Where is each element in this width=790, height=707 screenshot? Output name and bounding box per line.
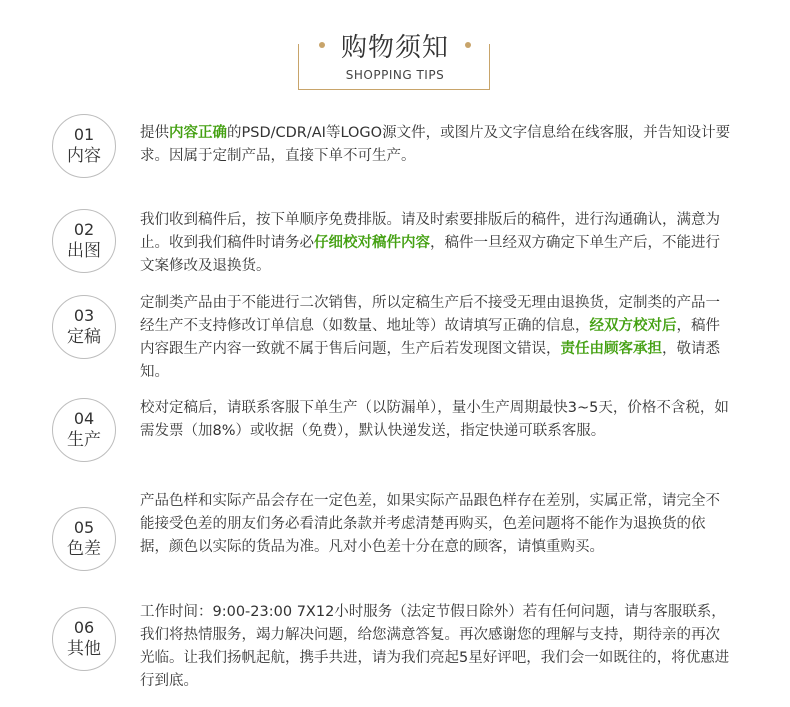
tip-text xyxy=(140,601,732,693)
body-text: 我们收到稿件后，按下单顺序免费排版。请及时索要排版后的稿件，进行沟通确认，满意为止。收到我们稿件时请务必 xyxy=(140,212,720,251)
tip-badge xyxy=(52,209,116,273)
tip-text xyxy=(140,122,732,168)
body-text: 产品色样和实际产品会存在一定色差，如果实际产品跟色样存在差别，实属正常，请完全不能接受色差的朋友们务必看清此条款并考虑清楚再购买，色差问题将不能作为退换货的依据，颜色以实际的货品为准。凡对小色差十分在意的顾客，请慎重购买。 xyxy=(140,493,720,555)
tip-number: 04 xyxy=(73,409,95,428)
tip-text xyxy=(140,490,732,559)
tip-badge xyxy=(52,114,116,178)
page-subtitle: SHOPPING TIPS xyxy=(345,68,445,82)
body-text: 校对定稿后，请联系客服下单生产（以防漏单），量小生产周期最快3~5天，价格不含税，如需发票（加8%）或收据（免费），默认快递发送，指定快递可联系客服。 xyxy=(140,400,729,439)
tip-number: 03 xyxy=(73,306,95,325)
highlight-text: 经双方校对后 xyxy=(589,318,677,334)
body-text: ，敬请悉知。 xyxy=(140,341,720,380)
tip-label: 出图 xyxy=(67,241,101,261)
highlight-text: 内容正确 xyxy=(169,125,227,141)
tip-label: 色差 xyxy=(67,539,101,559)
tip-label: 定稿 xyxy=(67,327,101,347)
body-text: 工作时间：9:00-23:00 7X12小时服务（法定节假日除外）若有任何问题，请与客服联系，我们将热情服务，竭力解决问题，给您满意答复。再次感谢您的理解与支持，期待亲的再次光临。让我们扬帆起航，携手共进，请为我们亮起5星好评吧，我们会一如既往的，将优惠进行到底。 xyxy=(140,604,730,689)
highlight-text: 仔细校对稿件内容 xyxy=(314,235,430,251)
tip-number: 01 xyxy=(73,125,95,144)
tip-text xyxy=(140,292,732,384)
header-title-row xyxy=(298,28,492,62)
shopping-tips-header xyxy=(298,22,492,92)
tip-label: 其他 xyxy=(67,639,101,659)
page-title: 购物须知 xyxy=(339,27,451,64)
tip-text xyxy=(140,209,732,278)
tip-badge xyxy=(52,607,116,671)
right-dot-icon xyxy=(465,42,471,48)
body-text: 提供 xyxy=(140,125,169,141)
tip-number: 05 xyxy=(73,518,95,537)
tip-label: 内容 xyxy=(67,146,101,166)
left-dot-icon xyxy=(319,42,325,48)
body-text: 的PSD/CDR/AI等LOGO源文件，或图片及文字信息给在线客服，并告知设计要求。因属于定制产品，直接下单不可生产。 xyxy=(140,125,731,164)
tip-text xyxy=(140,397,732,443)
highlight-text: 责任由顾客承担 xyxy=(560,341,662,357)
tip-number: 06 xyxy=(73,618,95,637)
tip-label: 生产 xyxy=(67,430,101,450)
tip-number: 02 xyxy=(73,220,95,239)
tip-badge xyxy=(52,398,116,462)
body-text: 定制类产品由于不能进行二次销售，所以定稿生产后不接受无理由退换货，定制类的产品一经生产不支持修改订单信息（如数量、地址等）故请填写正确的信息， xyxy=(140,295,720,334)
tip-badge xyxy=(52,507,116,571)
body-text: ，稿件内容跟生产内容一致就不属于售后问题，生产后若发现图文错误， xyxy=(140,318,720,357)
tip-badge xyxy=(52,295,116,359)
body-text: ，稿件一旦经双方确定下单生产后，不能进行文案修改及退换货。 xyxy=(140,235,720,274)
